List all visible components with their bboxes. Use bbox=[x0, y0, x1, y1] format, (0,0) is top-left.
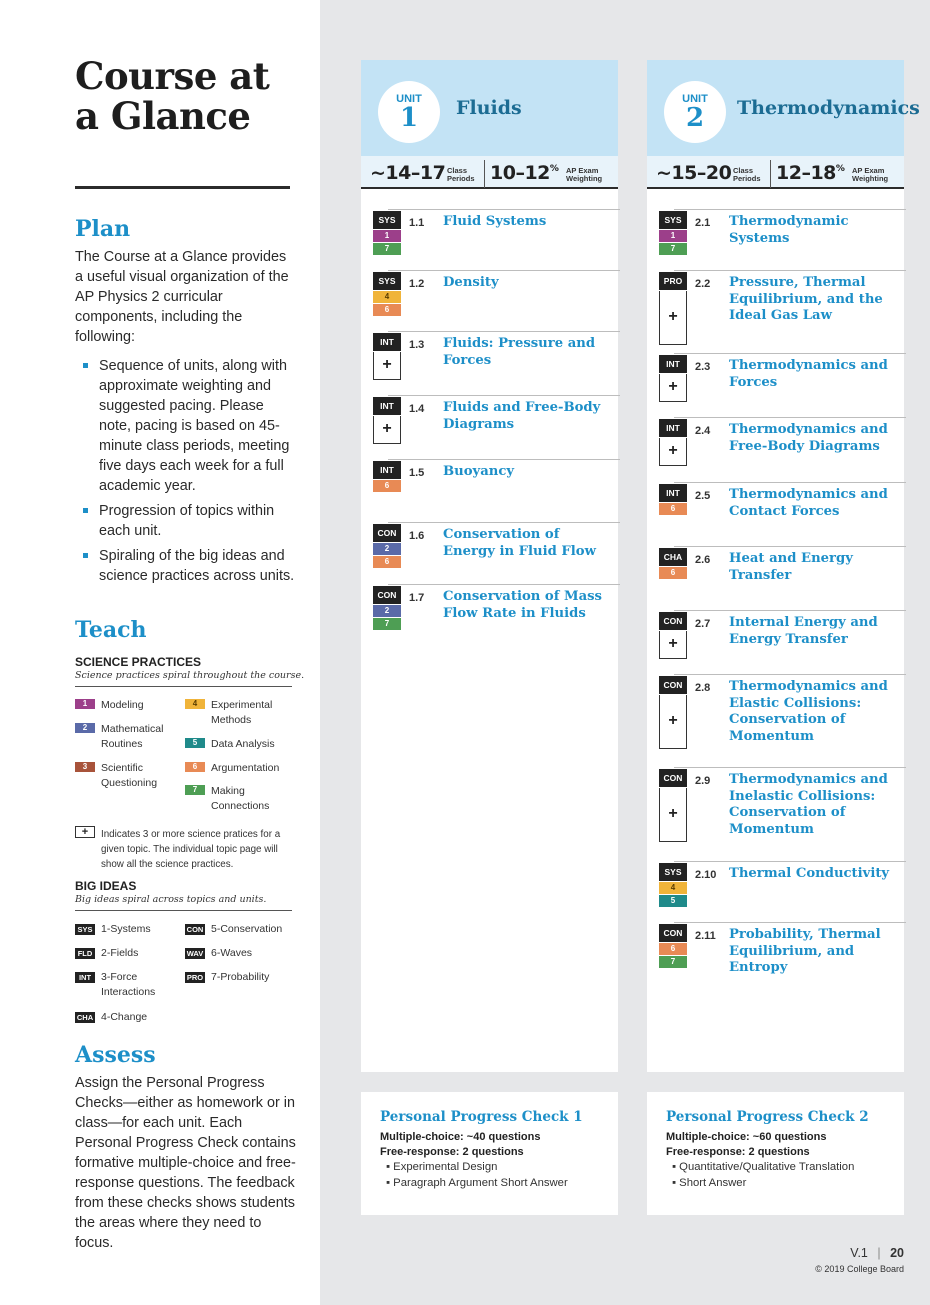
bullet-square-icon bbox=[83, 363, 88, 368]
unit-header bbox=[361, 60, 618, 156]
topic-tags bbox=[659, 924, 687, 969]
plus-icon: + bbox=[75, 826, 95, 838]
plan-intro: The Course at a Glance provides a useful visual organization of the AP Physics 2 curricular components, including the following: bbox=[75, 249, 289, 345]
bullet-square-icon bbox=[83, 508, 88, 513]
teach-heading: Teach bbox=[75, 617, 147, 643]
unit-number-badge: UNIT 2 bbox=[664, 81, 726, 143]
divider bbox=[674, 674, 906, 675]
topic-number: 2.11 bbox=[695, 930, 716, 942]
practice-2-icon: 2 bbox=[373, 605, 401, 617]
topic-title: Internal Energy and Energy Transfer bbox=[729, 615, 878, 647]
plus-icon: + bbox=[373, 352, 401, 380]
multiple-choice-count: Multiple-choice: ~40 questions bbox=[380, 1131, 541, 1143]
topic-number: 2.5 bbox=[695, 490, 711, 502]
int-icon: INT bbox=[659, 484, 687, 502]
topic-tags bbox=[659, 355, 687, 403]
assess-text: Assign the Personal Progress Checks—either as homework or in class—for each unit. Each Personal Progress Check contains formative multiple-choice and free-response questions. The feedback from these checks shows students the areas where they need to focus. bbox=[75, 1075, 296, 1251]
page-footer: V.1 | 20 bbox=[850, 1246, 904, 1260]
progress-check-title: Personal Progress Check 2 bbox=[666, 1109, 869, 1125]
practice-7-icon: 7 bbox=[659, 956, 687, 968]
divider bbox=[674, 546, 906, 547]
topic-tags bbox=[373, 272, 401, 317]
list-item: ▪ Experimental Design bbox=[386, 1161, 498, 1173]
big-idea-legend-cha: CHA 4-Change bbox=[76, 1011, 148, 1023]
divider bbox=[75, 910, 292, 911]
practice-5-icon: 5 bbox=[659, 895, 687, 907]
topic-tags bbox=[373, 524, 401, 569]
int-icon: INT bbox=[373, 333, 401, 351]
topic-number: 1.3 bbox=[409, 339, 425, 351]
topic-tags bbox=[659, 419, 687, 467]
divider bbox=[388, 395, 620, 396]
wav-icon: WAV bbox=[186, 949, 204, 958]
divider bbox=[674, 417, 906, 418]
topic-title: Thermal Conductivity bbox=[729, 866, 890, 881]
progress-check-2 bbox=[647, 1092, 904, 1215]
list-item: ▪ Paragraph Argument Short Answer bbox=[386, 1176, 568, 1189]
con-icon: CON bbox=[373, 524, 401, 542]
plan-heading: Plan bbox=[75, 216, 131, 242]
topic-number: 2.10 bbox=[695, 869, 717, 881]
practice-6-icon: 6 bbox=[659, 503, 687, 515]
practice-chip-icon: 7 bbox=[185, 785, 205, 795]
exam-weighting: 10–12% bbox=[490, 162, 559, 184]
topic-title: Thermodynamic Systems bbox=[729, 214, 849, 246]
topic-tags bbox=[659, 863, 687, 908]
topic-title: Fluid Systems bbox=[443, 214, 547, 229]
plus-icon: + bbox=[659, 788, 687, 842]
topic-number: 2.1 bbox=[695, 217, 711, 229]
int-icon: INT bbox=[659, 355, 687, 373]
topic-tags bbox=[659, 676, 687, 750]
page-number: 20 bbox=[890, 1246, 904, 1260]
topic-title: Pressure, Thermal Equilibrium, and the Ideal Gas Law bbox=[729, 275, 883, 323]
divider bbox=[674, 610, 906, 611]
unit-number-badge: UNIT 1 bbox=[378, 81, 440, 143]
divider bbox=[674, 482, 906, 483]
big-idea-legend-wav: WAV 6-Waves bbox=[186, 947, 253, 959]
page-title: Course at a Glance bbox=[75, 54, 270, 138]
divider bbox=[484, 160, 485, 188]
topic-title: Density bbox=[443, 275, 499, 290]
list-item: Spiraling of the big ideas and science practices across units. bbox=[82, 546, 297, 586]
topic-tags bbox=[373, 586, 401, 631]
practice-chip-icon: 6 bbox=[185, 762, 205, 772]
divider bbox=[388, 584, 620, 585]
topic-number: 2.7 bbox=[695, 618, 711, 630]
topic-tags bbox=[659, 484, 687, 516]
topic-title: Fluids and Free-Body Diagrams bbox=[443, 400, 601, 432]
sys-icon: SYS bbox=[659, 211, 687, 229]
topic-title: Thermodynamics and Inelastic Collisions: Conservation of Momentum bbox=[729, 772, 888, 837]
list-item: Progression of topics within each unit. bbox=[82, 501, 297, 541]
exam-weighting: 12–18% bbox=[776, 162, 845, 184]
bullet-square-icon bbox=[83, 553, 88, 558]
unit-title: Fluids bbox=[456, 97, 522, 119]
title-rule bbox=[75, 186, 290, 189]
pro-icon: PRO bbox=[186, 973, 204, 982]
topic-title: Thermodynamics and Contact Forces bbox=[729, 487, 888, 519]
int-icon: INT bbox=[373, 397, 401, 415]
topic-number: 2.9 bbox=[695, 775, 711, 787]
topic-title: Probability, Thermal Equilibrium, and Entropy bbox=[729, 927, 881, 975]
science-practices-heading: SCIENCE PRACTICES bbox=[75, 655, 202, 669]
topic-number: 1.7 bbox=[409, 592, 425, 604]
practice-chip-icon: 3 bbox=[75, 762, 95, 772]
topic-title: Heat and Energy Transfer bbox=[729, 551, 853, 583]
divider bbox=[674, 270, 906, 271]
con-icon: CON bbox=[659, 769, 687, 787]
class-periods-label: Class Periods bbox=[733, 166, 761, 183]
topic-tags bbox=[659, 612, 687, 660]
pro-icon: PRO bbox=[659, 272, 687, 290]
topic-number: 2.2 bbox=[695, 278, 711, 290]
divider bbox=[674, 861, 906, 862]
cha-icon: CHA bbox=[659, 548, 687, 566]
big-idea-legend-int: INT 3-Force Interactions bbox=[75, 970, 175, 1000]
big-idea-legend-fld: FLD 2-Fields bbox=[75, 946, 180, 961]
plan-bullets bbox=[82, 356, 297, 591]
sys-icon: SYS bbox=[659, 863, 687, 881]
unit-header bbox=[647, 60, 920, 156]
topic-tags bbox=[659, 769, 687, 843]
practice-legend-3: 3 Scientific Questioning bbox=[75, 761, 180, 791]
sys-icon: SYS bbox=[373, 211, 401, 229]
practice-4-icon: 4 bbox=[373, 291, 401, 303]
plus-icon: + bbox=[659, 631, 687, 659]
topic-title: Conservation of Mass Flow Rate in Fluids bbox=[443, 589, 602, 621]
divider bbox=[388, 331, 620, 332]
con-icon: CON bbox=[659, 924, 687, 942]
plus-icon: + bbox=[659, 438, 687, 466]
topic-number: 1.2 bbox=[409, 278, 425, 290]
practice-6-icon: 6 bbox=[373, 304, 401, 316]
topic-tags bbox=[373, 461, 401, 493]
practice-chip-icon: 4 bbox=[185, 699, 205, 709]
topic-tags bbox=[659, 272, 687, 346]
practice-4-icon: 4 bbox=[659, 882, 687, 894]
divider bbox=[770, 160, 771, 188]
topic-tags bbox=[659, 548, 687, 580]
divider bbox=[388, 270, 620, 271]
practice-legend-5: 5 Data Analysis bbox=[185, 737, 290, 752]
topic-tags bbox=[373, 397, 401, 445]
int-icon: INT bbox=[75, 972, 95, 983]
divider bbox=[674, 209, 906, 210]
con-icon: CON bbox=[659, 612, 687, 630]
practice-6-icon: 6 bbox=[373, 556, 401, 568]
big-idea-legend-con: CON 5-Conservation bbox=[186, 923, 283, 935]
left-sidebar bbox=[0, 0, 320, 1305]
practice-legend-1: 1 Modeling bbox=[75, 698, 180, 713]
practice-legend-2: 2 Mathematical Routines bbox=[75, 722, 180, 752]
science-practices-subtitle: Science practices spiral throughout the course. bbox=[75, 670, 305, 681]
plus-icon: + bbox=[373, 416, 401, 444]
multiple-choice-count: Multiple-choice: ~60 questions bbox=[666, 1131, 827, 1143]
practice-1-icon: 1 bbox=[659, 230, 687, 242]
list-item: Sequence of units, along with approximate weighting and suggested pacing. Please note, pacing is based on 45-minute class periods, meeting five days each week for a full academic year. bbox=[82, 356, 297, 496]
topic-number: 2.3 bbox=[695, 361, 711, 373]
exam-weighting-label: AP Exam Weighting bbox=[566, 166, 603, 183]
big-idea-legend-sys: SYS 1-Systems bbox=[75, 922, 180, 937]
divider bbox=[674, 922, 906, 923]
plus-icon: + bbox=[659, 291, 687, 345]
fld-icon: FLD bbox=[75, 948, 95, 959]
topic-title: Buoyancy bbox=[443, 464, 515, 479]
practice-7-icon: 7 bbox=[659, 243, 687, 255]
topic-title: Thermodynamics and Forces bbox=[729, 358, 888, 390]
plus-icon: + bbox=[659, 695, 687, 749]
progress-check-title: Personal Progress Check 1 bbox=[380, 1109, 583, 1125]
practice-6-icon: 6 bbox=[659, 567, 687, 579]
free-response-count: Free-response: 2 questions bbox=[666, 1146, 810, 1158]
big-ideas-heading: BIG IDEAS bbox=[75, 879, 137, 893]
class-periods: ~15–20 bbox=[656, 162, 732, 184]
topic-tags bbox=[659, 211, 687, 256]
topic-number: 1.1 bbox=[409, 217, 425, 229]
con-icon: CON bbox=[373, 586, 401, 604]
big-idea-legend-pro: PRO 7-Probability bbox=[186, 971, 270, 983]
topic-number: 2.4 bbox=[695, 425, 711, 437]
sys-icon: SYS bbox=[373, 272, 401, 290]
cha-icon: CHA bbox=[76, 1013, 94, 1022]
plus-note: Indicates 3 or more science pratices for a given topic. The individual topic page will show all the science practices. bbox=[101, 829, 281, 870]
topic-tags bbox=[373, 333, 401, 381]
class-periods-label: Class Periods bbox=[447, 166, 475, 183]
practice-legend-6: 6 Argumentation bbox=[185, 761, 290, 776]
list-item: ▪ Quantitative/Qualitative Translation bbox=[672, 1161, 855, 1173]
topic-number: 2.6 bbox=[695, 554, 711, 566]
unit-stats bbox=[361, 156, 618, 189]
practice-7-icon: 7 bbox=[373, 618, 401, 630]
unit-stats bbox=[647, 156, 904, 189]
assess-heading: Assess bbox=[75, 1042, 156, 1068]
divider bbox=[388, 209, 620, 210]
unit-1-card bbox=[361, 60, 618, 1072]
big-ideas-subtitle: Big ideas spiral across topics and units. bbox=[75, 894, 267, 905]
sys-icon: SYS bbox=[75, 924, 95, 935]
topic-number: 1.4 bbox=[409, 403, 425, 415]
unit-title: Thermodynamics bbox=[737, 97, 920, 119]
int-icon: INT bbox=[659, 419, 687, 437]
copyright: © 2019 College Board bbox=[815, 1264, 904, 1274]
topic-number: 1.5 bbox=[409, 467, 425, 479]
list-item: ▪ Short Answer bbox=[672, 1176, 747, 1189]
divider bbox=[388, 522, 620, 523]
con-icon: CON bbox=[659, 676, 687, 694]
practice-chip-icon: 1 bbox=[75, 699, 95, 709]
practice-legend-7: 7 Making Connections bbox=[185, 784, 290, 814]
practice-6-icon: 6 bbox=[659, 943, 687, 955]
topic-number: 1.6 bbox=[409, 530, 425, 542]
practice-7-icon: 7 bbox=[373, 243, 401, 255]
exam-weighting-label: AP Exam Weighting bbox=[852, 166, 889, 183]
topic-title: Thermodynamics and Free-Body Diagrams bbox=[729, 422, 888, 454]
class-periods: ~14–17 bbox=[370, 162, 446, 184]
divider bbox=[75, 686, 292, 687]
practice-2-icon: 2 bbox=[373, 543, 401, 555]
practice-6-icon: 6 bbox=[373, 480, 401, 492]
plus-icon: + bbox=[659, 374, 687, 402]
topic-tags bbox=[373, 211, 401, 256]
topic-title: Conservation of Energy in Fluid Flow bbox=[443, 527, 596, 559]
progress-check-1 bbox=[361, 1092, 618, 1215]
divider bbox=[674, 767, 906, 768]
practice-chip-icon: 5 bbox=[185, 738, 205, 748]
topic-title: Thermodynamics and Elastic Collisions: Conservation of Momentum bbox=[729, 679, 888, 744]
practice-chip-icon: 2 bbox=[75, 723, 95, 733]
practice-legend-4: 4 Experimental Methods bbox=[185, 698, 290, 728]
con-icon: CON bbox=[186, 925, 204, 934]
unit-2-card bbox=[647, 60, 920, 1072]
topic-number: 2.8 bbox=[695, 682, 711, 694]
divider bbox=[388, 459, 620, 460]
practice-1-icon: 1 bbox=[373, 230, 401, 242]
free-response-count: Free-response: 2 questions bbox=[380, 1146, 524, 1158]
int-icon: INT bbox=[373, 461, 401, 479]
divider bbox=[674, 353, 906, 354]
topic-title: Fluids: Pressure and Forces bbox=[443, 336, 596, 368]
